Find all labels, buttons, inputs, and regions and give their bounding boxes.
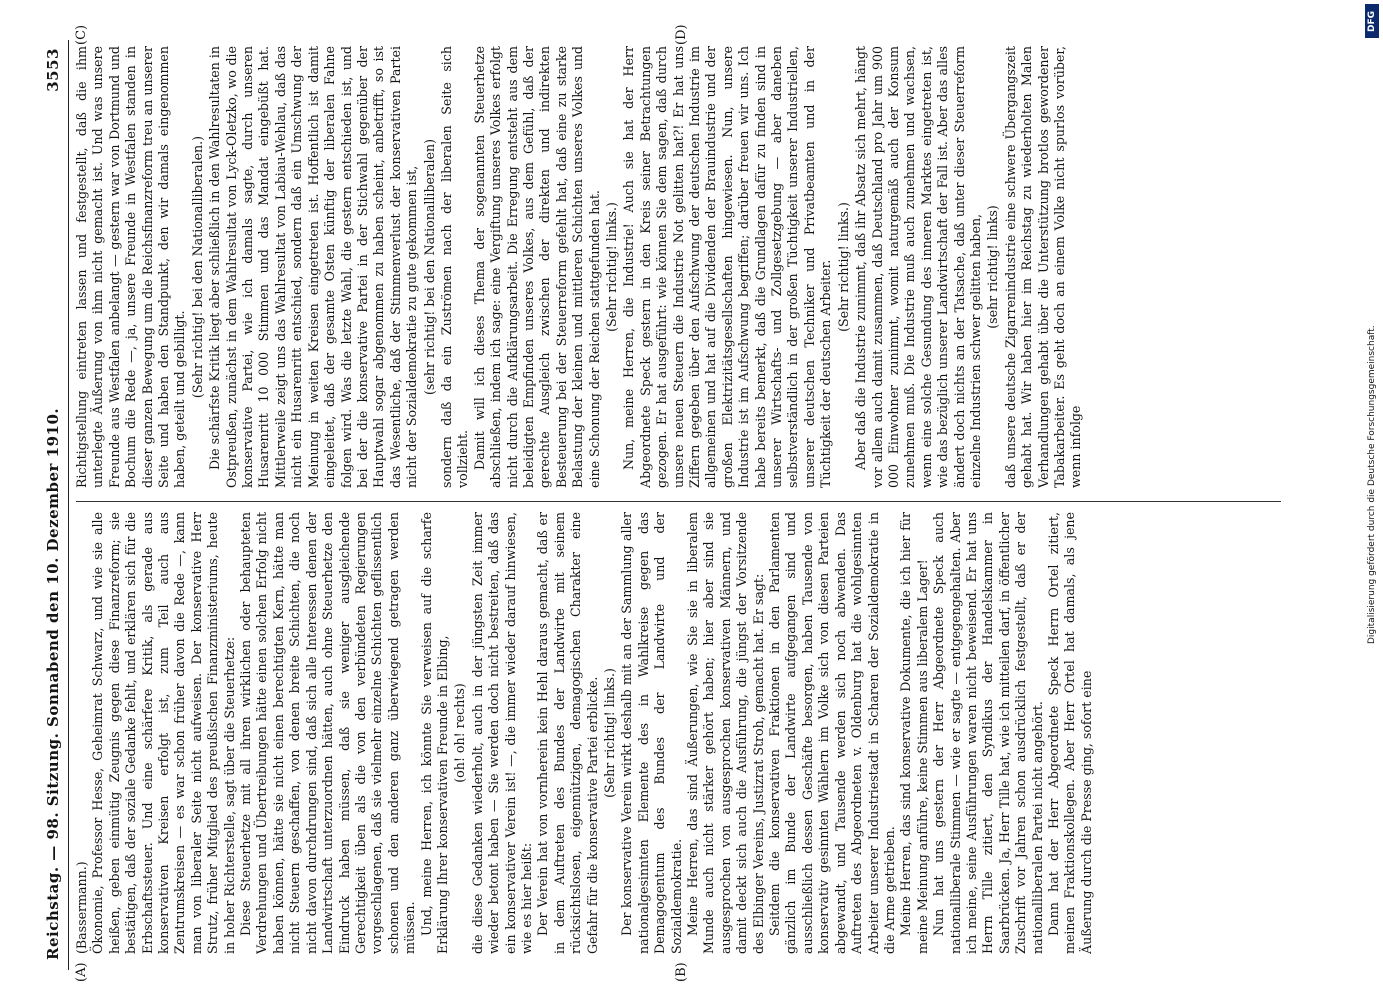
margin-marker-a: (A) xyxy=(74,962,89,982)
paragraph: Die schärfste Kritik liegt aber schließlich in den Wahlresultaten in Ostpreußen, zunächst in dem Wahlresultat von Lyck-Oletzko, wo die konservative Partei, wie ich damals sagte, durch unseren Husarenritt 10 000 Stimmen und das Mandat eingebüßt hat. Mittlerweile zeigt uns das Wahlresultat von Labiau-Wehlau, daß das nicht ein Husarenritt entschied, sondern daß ein Umschwung der Meinung in weiten Kreisen eingetreten ist. Hoffentlich ist damit eingeleitet, daß der gesamte Osten künftig der liberalen Fahne folgen wird. Was die letzte Wahl, die gestern entschieden ist, und bei der die konservative Partei in der Stichwahl gegenüber der Hauptwahl sogar abgenommen zu haben scheint, anbetrifft, so ist das Wesentliche, daß der Stimmenverlust der konservativen Partei nicht der Sozialdemokratie zu gute gekommen ist, xyxy=(207,46,420,488)
interjection: (Sehr richtig! links.) xyxy=(835,202,851,332)
paragraph: sondern daß da ein Zuströmen nach der liberalen Seite sich vollzieht. xyxy=(438,46,471,488)
right-column xyxy=(74,46,1284,488)
interjection: (Sehr richtig! links.) xyxy=(602,668,617,798)
paragraph: Aber daß die Industrie zunimmt, daß ihr Absatz sich mehrt, hängt vor allem auch damit zusammen, daß Deutschland pro Jahr um 900 000 Einwohner zunimmt, womit naturgemäß auch der Konsum zunehmen muß. Die Industrie muß auch zunehmen und wachsen, wenn eine solche Gesundung des inneren Marktes eingetreten ist, wie das bezüglich unserer Landwirtschaft der Fall ist. Aber das alles ändert doch nichts an der Tatsache, daß unter dieser Steuerreform einzelne Industrien schwer gelitten haben, xyxy=(853,46,983,488)
digitization-credit: Digitalisierung gefördert durch die Deutsche Forschungsgemeinschaft. xyxy=(1367,325,1377,644)
quote-paragraph: Der konservative Verein wirkt deshalb mit an der Sammlung aller nationalgesinnten Elemente des in Wahlkreise gegen das Demagogentum des Bundes der Landwirte und der Sozialdemokratie. xyxy=(619,512,684,954)
paragraph: Und, meine Herren, ich könnte Sie verweisen auf die scharfe Erklärung Ihrer konservativen Freunde in Elbing, xyxy=(418,512,450,954)
speaker-name: (Bassermann.) xyxy=(74,861,89,954)
column-divider xyxy=(76,501,1281,502)
quote-paragraph: Seitdem die konservativen Fraktionen in den Parlamenten gänzlich im Bunde der Landwirte aufgegangen sind und ausschließlich dessen Geschäfte besorgen, haben Tausende von konservativ gesinnten Wählern im Volke sich von diesen Parteien abgewandt, und Tausende werden sich noch abwenden. Das Auftreten des Abgeordneten v. Oldenburg hat die wohlgesinnten Arbeiter unserer Industriestadt in Scharen der Sozialdemokratie in die Arme getrieben. xyxy=(767,512,897,954)
dfg-logo: DFG xyxy=(1365,4,1379,38)
quote-paragraph: Diese Steuerhetze mit all ihren wirklichen oder behaupteten Verdrehungen und Übertreibungen hätte einen solchen Erfolg nicht haben können, hätte sie nicht einen berechtigten Kern, hätte man nicht Steuern geschaffen, von denen breite Schichten, die noch nicht davon durchdrungen sind, daß sich alle Interessen denen der Landwirtschaft unterzuordnen hätten, auch ohne Steuerhetze den Eindruck haben müssen, daß sie weniger ausgleichende Gerechtigkeit üben als die von den verbündeten Regierungen vorgeschlagenen, daß sie vielmehr einzelne Schichten geflissentlich schonen und den anderen ganz überwiegend getragen werden müssen. xyxy=(238,512,418,954)
paragraph: Ökonomie, Professor Hesse, Geheimrat Schwarz, und wie sie alle heißen, geben einmütig Zeugnis gegen diese Finanzreform; sie bestätigen, daß der soziale Gedanke fehlt, und erklären sich für die Erbschaftssteuer. Und eine schärfere Kritik, als gerade aus konservativen Kreisen erfolgt ist, zum Teil auch aus Zentrumskreisen — es war schon früher davon die Rede —, kann man von liberaler Seite nicht aufweisen. Der konservative Herr Strutz, früher Mitglied des preußischen Finanzministeriums, heute in hoher Richterstelle, sagt über die Steuerhetze: xyxy=(90,512,237,954)
paragraph: Nun, meine Herren, die Industrie! Auch sie hat der Herr Abgeordnete Speck gestern in den Kreis seiner Betrachtungen gezogen. Er hat ausgeführt: wie können Sie dem sagen, daß durch unsere neuen Steuern die Industrie Not gelitten hat?! Er hat uns Ziffern gegeben über den Aufschwung der deutschen Industrie im allgemeinen und hat auf die Dividenden der Brauindustrie und der großen Elektrizitätsgesellschaften hingewiesen. Nun, unsere Industrie ist im Aufschwung begriffen; darüber freuen wir uns. Ich habe bereits bemerkt, daß die Grundlagen dafür zu finden sind in unserer Wirtschafts- und Zollgesetzgebung — aber daneben selbstverständlich in der großen Tüchtigkeit unserer Industriellen, unserer deutschen Techniker und Privatbeamten und in der Tüchtigkeit der deutschen Arbeiter. xyxy=(621,46,834,488)
running-head: Reichstag. — 98. Sitzung. Sonnabend den 10. Dezember 1910. xyxy=(44,407,62,960)
dfg-credit-strip xyxy=(1365,4,1379,996)
interjection: (Sehr richtig! links.) xyxy=(604,202,619,332)
paragraph: daß unsere deutsche Zigarrenindustrie eine schwere Übergangszeit gehabt hat. Wir haben hier im Reichstag zu wiederholten Malen Verhandlungen gehabt über die Unterstützung brotlos gewordener Tabakarbeiter. Es geht doch an einem Volke nicht spurlos vorüber, wenn infolge xyxy=(1002,46,1084,488)
paragraph: Meine Herren, das sind Äußerungen, wie Sie sie in liberalem Munde auch nicht stärker gehört haben; hier aber sind sie ausgesprochen von ausgesprochen konservativen Männern, und damit deckt sich auch die Ausführung, die jüngst der Vorsitzende des Elbinger Vereins, Justizrat Stroh, gemacht hat. Er sagt: xyxy=(685,512,766,954)
interjection: (Sehr richtig! bei den Nationalliberalen.) xyxy=(189,135,205,399)
paragraph: die diese Gedanken wiederholt, auch in der jüngsten Zeit immer wieder betont haben — Sie werden doch nicht bestreiten, daß das ein konservativer Verein ist! —, die immer wieder darauf hinwiesen, wie es hier heißt: xyxy=(469,512,534,954)
left-column xyxy=(74,512,1284,954)
interjection: (oh! oh! rechts) xyxy=(452,683,468,783)
paragraph: Richtigstellung eintreten lassen und festgestellt, daß die ihm unterlegte Äußerung von ihm nicht gemacht ist. Und was unsere Freunde aus Westfalen anbelangt — gestern war von Dortmund und Bochum die Rede —, ja, unsere Freunde in Westfalen standen in dieser ganzen Bewegung um die Reichsfinanzreform treu an unserer Seite und haben den Standpunkt, den wir damals eingenommen haben, geteilt und gebilligt. xyxy=(74,46,188,488)
text-columns xyxy=(74,24,1289,982)
paragraph: Dann hat der Herr Abgeordnete Speck Herrn Ortel zitiert, meinen Fraktionskollegen. Aber Herr Ortel hat damals, als jene Äußerung durch die Presse ging, sofort eine xyxy=(1045,512,1094,954)
page-content xyxy=(40,24,1290,982)
interjection: (sehr richtig! links) xyxy=(985,205,1001,329)
paragraph: Meine Herren, das sind konservative Dokumente, die ich hier für meine Meinung anführe, keine Stimmen aus liberalem Lager! xyxy=(898,512,930,954)
margin-marker-b: (B) xyxy=(674,962,689,982)
paragraph: Nun hat uns gestern der Herr Abgeordnete Speck auch nationalliberale Stimmen — wie er sagte — entgegengehalten. Aber ich meine, seine Ausführungen waren nicht beweisend. Er hat uns Herrn Tille zitiert, den Syndikus der Handelskammer in Saarbrücken. Ja, Herr Tille hat, wie ich mitteilen darf, in öffentlicher Zuschrift vor Jahren schon ausdrücklich festgestellt, daß er der nationalliberalen Partei nicht angehört. xyxy=(931,512,1045,954)
paragraph: Damit will ich dieses Thema der sogenannten Steuerhetze abschließen, indem ich sage: eine Vergiftung unseres Volkes erfolgt nicht durch die Aufklärungsarbeit. Die Erregung entsteht aus dem beleidigten Empfinden unseres Volkes, aus dem Gefühl, daß der gerechte Ausgleich zwischen der direkten und indirekten Besteuerung bei der Steuerreform gefehlt hat, daß eine zu starke Belastung der kleinen und mittleren Schichten unseres Volkes und eine Schonung der Reichen stattgefunden hat. xyxy=(471,46,602,488)
margin-marker-c: (C) xyxy=(74,24,89,45)
page-number: 3553 xyxy=(44,48,62,92)
quote-paragraph: Der Verein hat von vornherein kein Hehl daraus gemacht, daß er in dem Auftreten des Bundes der Landwirte mit seinem rücksichtslosen, eigennützigen, demagogischen Charakter eine Gefahr für die konservative Partei erblicke. xyxy=(535,512,600,954)
page-header xyxy=(40,40,69,970)
margin-marker-d: (D) xyxy=(674,24,689,45)
interjection: (sehr richtig! bei den Nationalliberalen) xyxy=(421,139,437,396)
